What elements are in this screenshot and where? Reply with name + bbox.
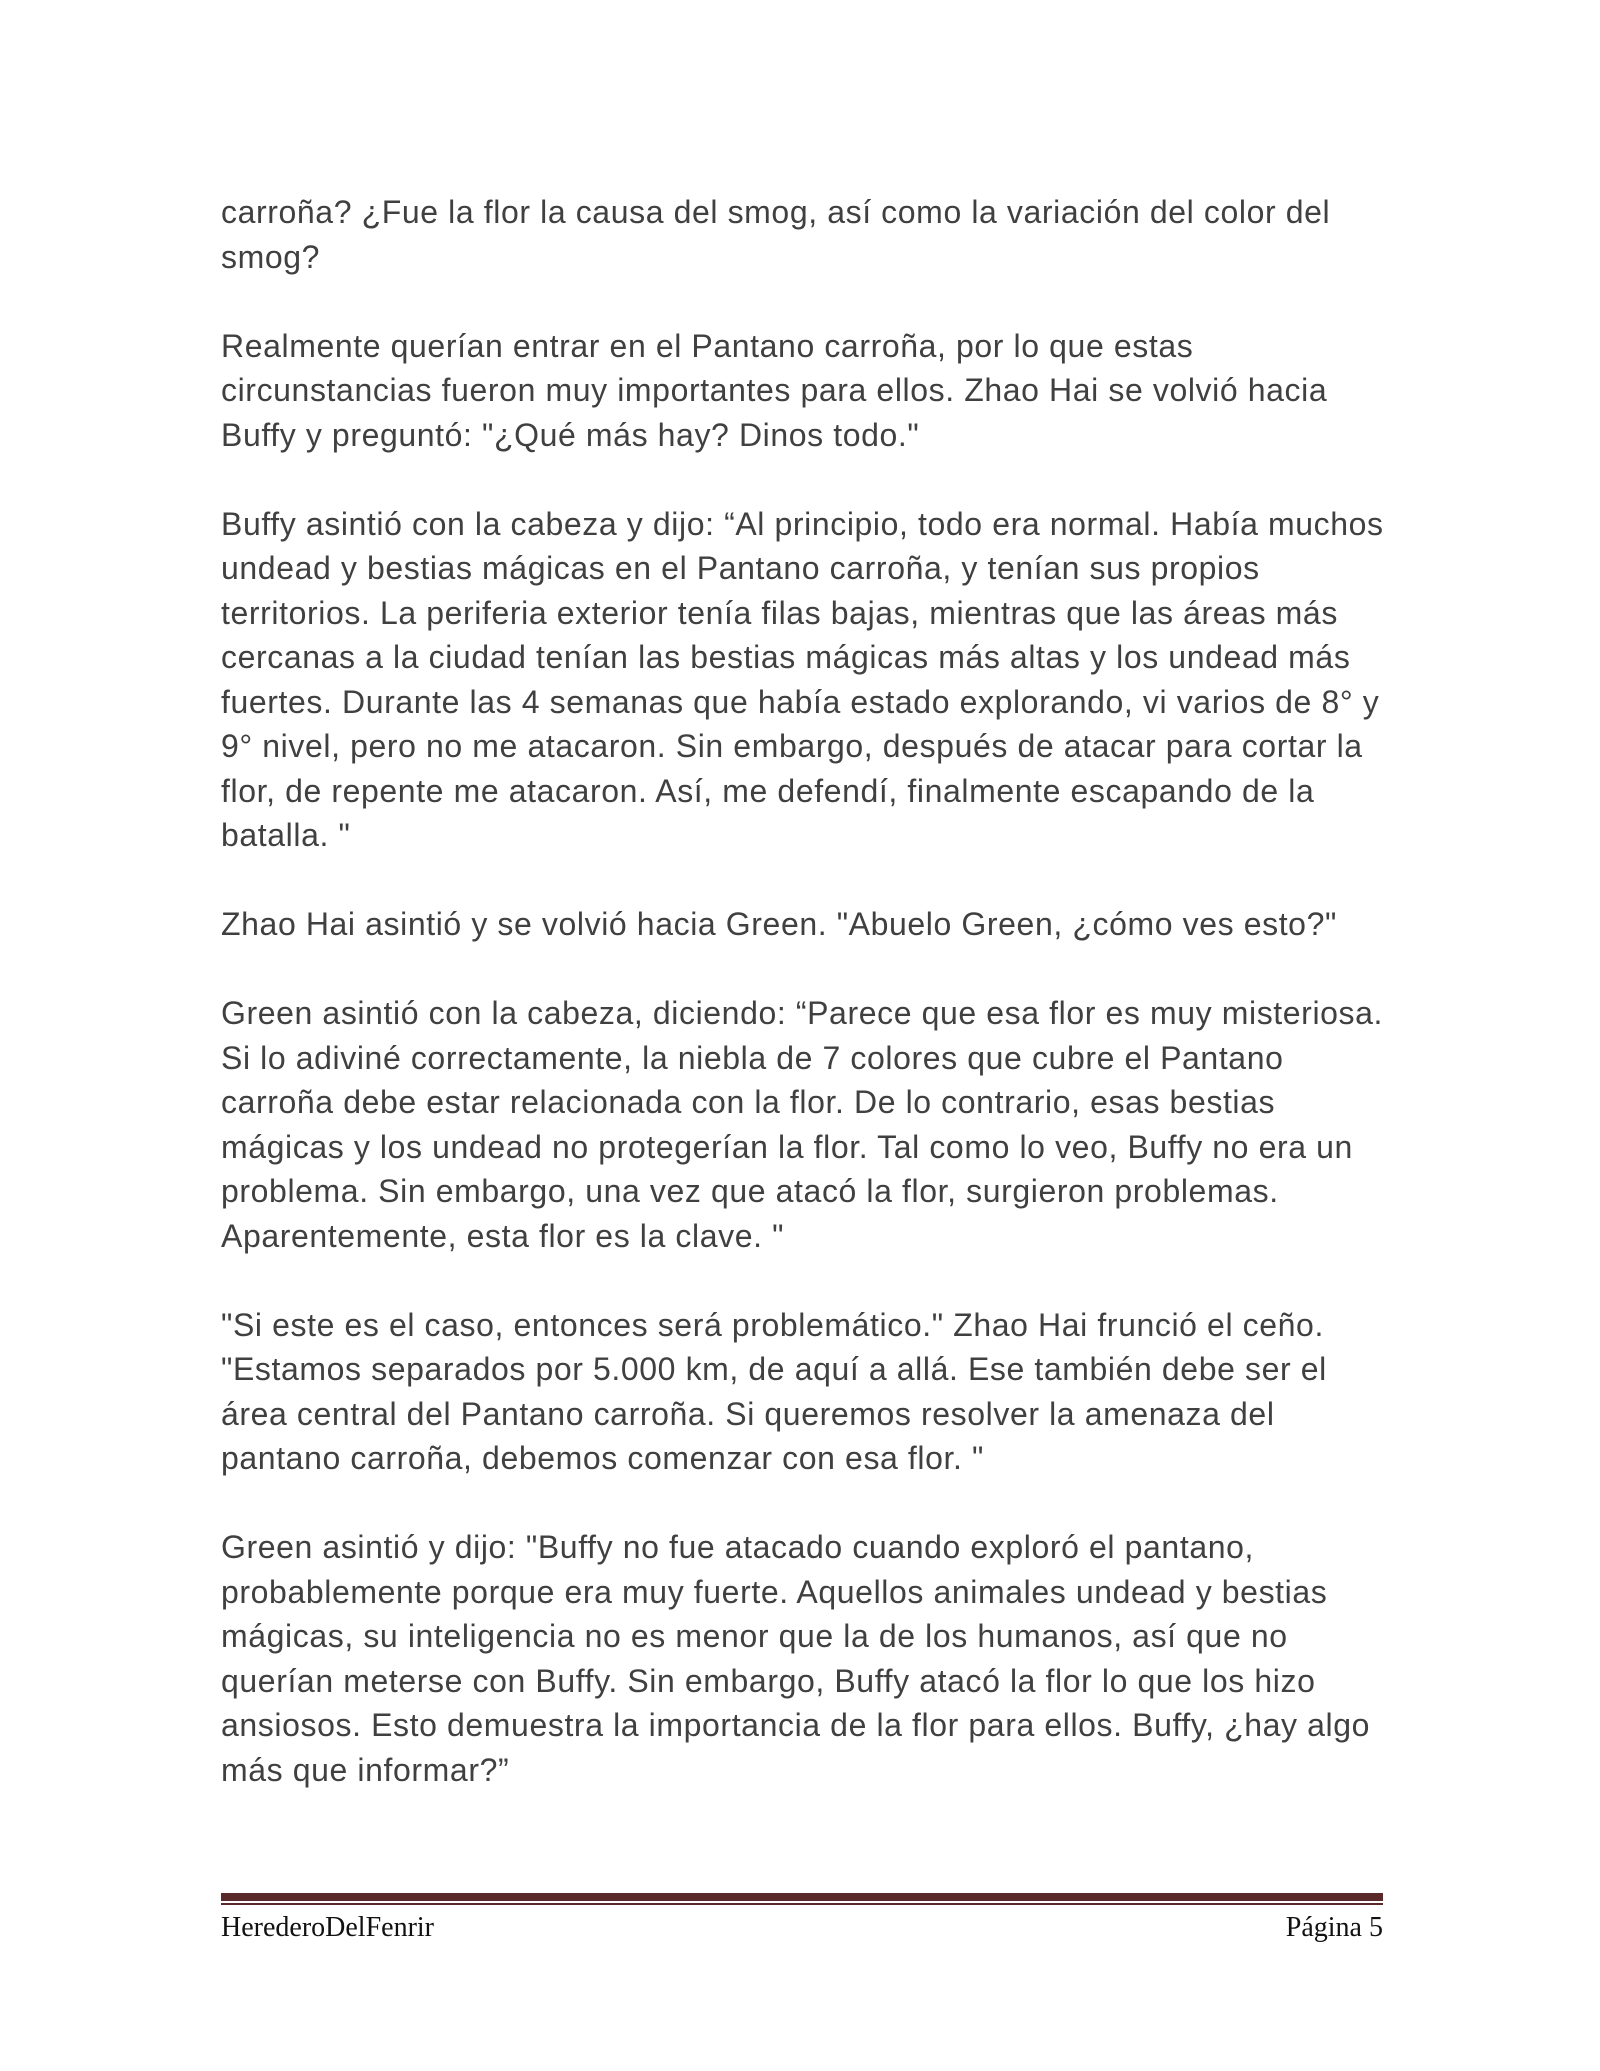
footer-divider-thin bbox=[221, 1903, 1383, 1905]
paragraph-2: Realmente querían entrar en el Pantano carroña, por lo que estas circunstancias fueron muy importantes para ellos. Zhao Hai se volvió hacia Buffy y preguntó: "¿Qué más hay? Dinos todo." bbox=[221, 327, 1328, 453]
paragraph-6: "Si este es el caso, entonces será problemático." Zhao Hai frunció el ceño. "Estamos separados por 5.000 km, de aquí a allá. Ese también debe ser el área central del Pantano carroña. Si queremos resolver la amenaza del pantano carroña, debemos comenzar con esa flor. " bbox=[221, 1306, 1327, 1476]
paragraph-3: Buffy asintió con la cabeza y dijo: “Al principio, todo era normal. Había muchos undead y bestias mágicas en el Pantano carroña, y tenían sus propios territorios. La periferia exterior tenía filas bajas, mientras que las áreas más cercanas a la ciudad tenían las bestias mágicas más altas y los undead más fuertes. Durante las 4 semanas que había estado explorando, vi varios de 8° y 9° nivel, pero no me atacaron. Sin embargo, después de atacar para cortar la flor, de repente me atacaron. Así, me defendí, finalmente escapando de la batalla. " bbox=[221, 505, 1384, 853]
footer-page-number: Página 5 bbox=[1285, 1912, 1383, 1943]
paragraph-1: carroña? ¿Fue la flor la causa del smog, así como la variación del color del smog? bbox=[221, 194, 1331, 275]
footer-author: HerederoDelFenrir bbox=[221, 1912, 435, 1943]
paragraph-4: Zhao Hai asintió y se volvió hacia Green. "Abuelo Green, ¿cómo ves esto?" bbox=[221, 906, 1337, 942]
paragraph-5: Green asintió con la cabeza, diciendo: “Parece que esa flor es muy misteriosa. Si lo adiviné correctamente, la niebla de 7 colores que cubre el Pantano carroña debe estar relacionada con la flor. De lo contrario, esas bestias mágicas y los undead no protegerían la flor. Tal como lo veo, Buffy no era un problema. Sin embargo, una vez que atacó la flor, surgieron problemas. Aparentemente, esta flor es la clave. " bbox=[221, 995, 1384, 1254]
footer-divider-thick bbox=[221, 1893, 1383, 1901]
body-text bbox=[221, 190, 1396, 1837]
paragraph-7: Green asintió y dijo: "Buffy no fue atacado cuando exploró el pantano, probablemente porque era muy fuerte. Aquellos animales undead y bestias mágicas, su inteligencia no es menor que la de los humanos, así que no querían meterse con Buffy. Sin embargo, Buffy atacó la flor lo que los hizo ansiosos. Esto demuestra la importancia de la flor para ellos. Buffy, ¿hay algo más que informar?” bbox=[221, 1529, 1371, 1788]
